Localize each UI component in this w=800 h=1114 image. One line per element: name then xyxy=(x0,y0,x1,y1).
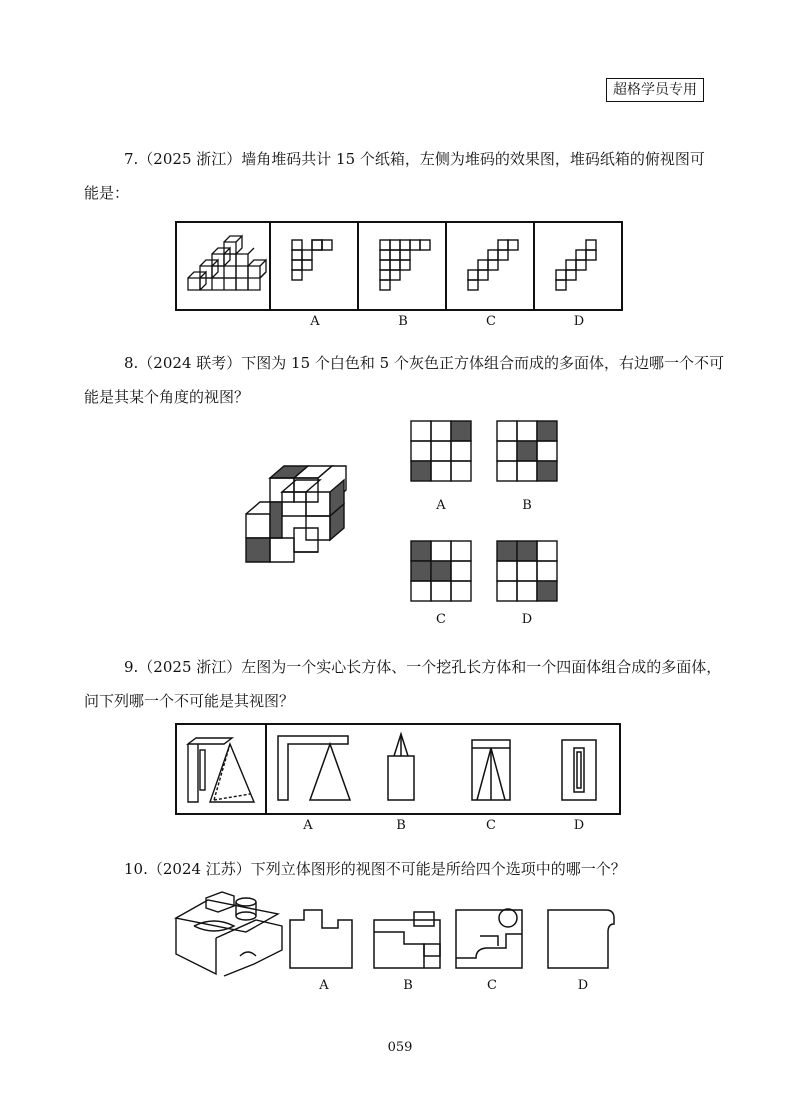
q10-label-c: C xyxy=(487,978,497,993)
q9-label-c: C xyxy=(486,818,496,833)
q7-label-a: A xyxy=(310,314,320,329)
q8-label-a: A xyxy=(436,498,446,513)
q8-option-b-grid xyxy=(497,421,557,481)
q7-label-b: B xyxy=(398,314,408,329)
question-7-line1: 7.（2025 浙江）墙角堆码共计 15 个纸箱，左侧为堆码的效果图，堆码纸箱的俯视图可 xyxy=(124,150,705,168)
q7-stacked-boxes-3d xyxy=(188,236,266,290)
q10-option-b-view xyxy=(374,912,440,968)
q9-label-b: B xyxy=(396,818,406,833)
q8-option-d-grid xyxy=(497,541,557,601)
q7-label-d: D xyxy=(573,314,585,329)
q9-option-d-view xyxy=(562,740,596,800)
q9-option-b-view xyxy=(388,734,414,800)
q9-label-a: A xyxy=(303,818,313,833)
q8-label-c: C xyxy=(436,612,446,627)
q10-option-d-view xyxy=(548,910,614,968)
q7-option-a-grid xyxy=(292,240,332,280)
q8-option-a-grid xyxy=(411,421,471,481)
q7-option-d-grid xyxy=(556,240,596,290)
q7-option-c-grid xyxy=(468,240,518,290)
question-8-line2: 能是其某个角度的视图？ xyxy=(84,388,250,406)
q8-cube-assembly-3d xyxy=(246,466,346,562)
page-number: 059 xyxy=(387,1040,413,1055)
q7-option-b-grid xyxy=(380,240,430,290)
question-10-line1: 10.（2024 江苏）下列立体图形的视图不可能是所给四个选项中的哪一个？ xyxy=(124,860,626,878)
question-7-line2: 能是： xyxy=(84,184,130,202)
q10-label-d: D xyxy=(577,978,589,993)
q9-option-a-view xyxy=(278,736,350,800)
question-9-line2: 问下列哪一个不可能是其视图？ xyxy=(84,692,295,710)
question-8-line1: 8.（2024 联考）下图为 15 个白色和 5 个灰色正方体组合而成的多面体，右边哪一个不可 xyxy=(124,354,724,372)
q7-label-c: C xyxy=(486,314,496,329)
q10-option-a-view xyxy=(290,910,352,968)
q8-label-b: B xyxy=(522,498,532,513)
q8-label-d: D xyxy=(521,612,533,627)
q9-label-d: D xyxy=(573,818,585,833)
q10-solid-3d xyxy=(176,892,282,976)
q8-option-c-grid xyxy=(411,541,471,601)
q10-label-b: B xyxy=(403,978,413,993)
q10-option-c-view xyxy=(456,909,522,968)
question-9-line1: 9.（2025 浙江）左图为一个实心长方体、一个挖孔长方体和一个四面体组合成的多面体， xyxy=(124,658,722,676)
q10-label-a: A xyxy=(319,978,329,993)
q9-solid-3d xyxy=(188,738,254,802)
q9-option-c-view xyxy=(472,740,510,800)
header-tag: 超格学员专用 xyxy=(606,78,704,102)
